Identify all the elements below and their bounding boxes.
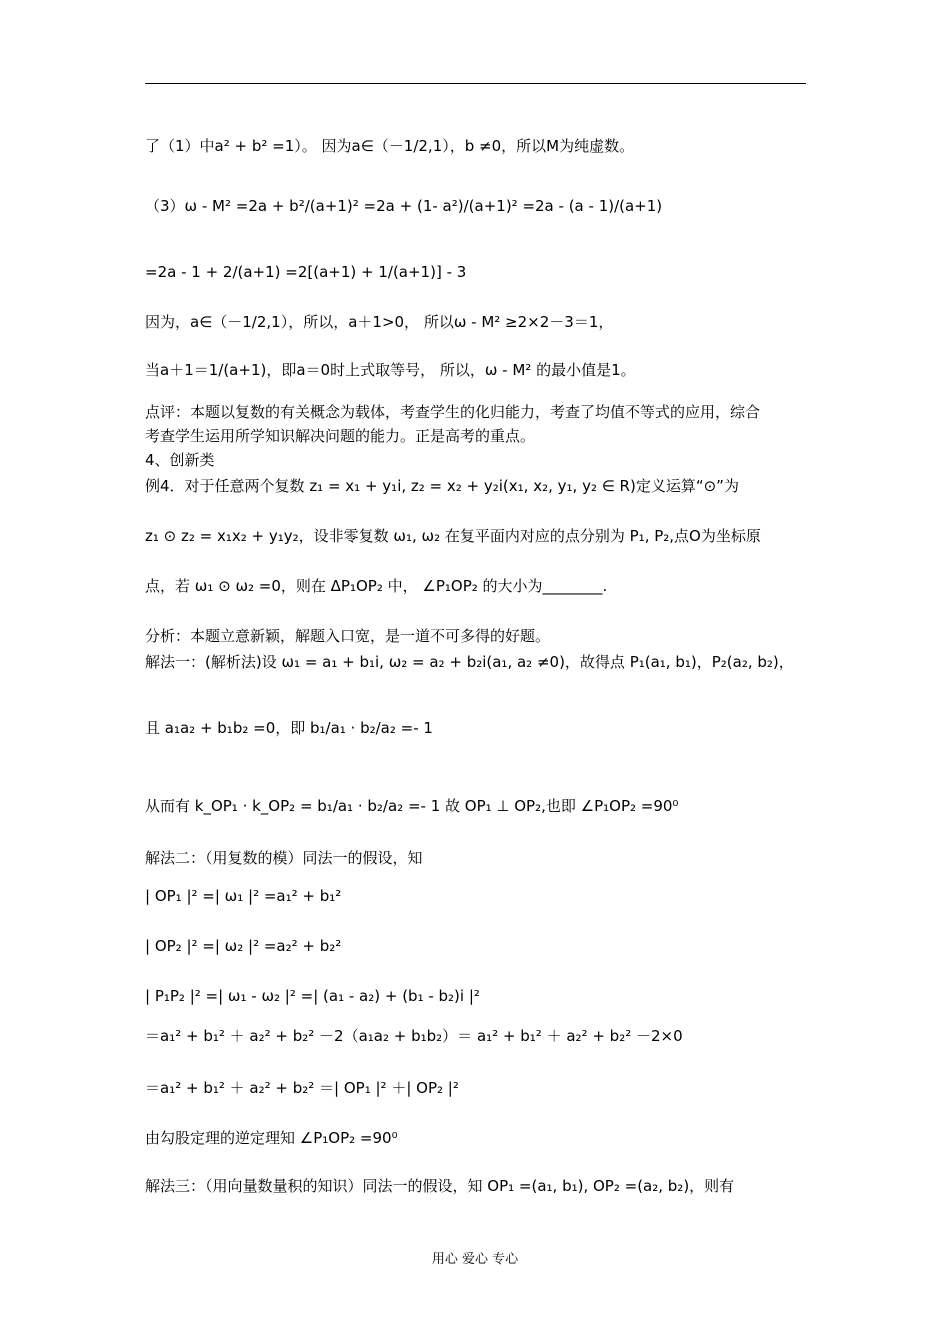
line-14: 且 a₁a₂ + b₁b₂ =0，即 b₁/a₁ · b₂/a₂ =- 1 bbox=[145, 719, 433, 737]
line-15: 从而有 k_OP₁ · k_OP₂ = b₁/a₁ · b₂/a₂ =- 1 故 OP₁ ⊥ OP₂,也即 ∠P₁OP₂ =90⁰ bbox=[145, 797, 679, 815]
line-17: | OP₁ |² =| ω₁ |² =a₁² + b₁² bbox=[145, 887, 342, 905]
header-rule bbox=[145, 83, 806, 84]
line-05: 当a＋1＝1/(a+1)，即a＝0时上式取等号， 所以，ω - M² 的最小值是1。 bbox=[145, 361, 636, 379]
line-10: z₁ ⊙ z₂ = x₁x₂ + y₁y₂，设非零复数 ω₁, ω₂ 在复平面内对应的点分别为 P₁, P₂,点O为坐标原 bbox=[145, 527, 761, 545]
line-16: 解法二：（用复数的模）同法一的假设，知 bbox=[145, 849, 423, 867]
line-08: 4、创新类 bbox=[145, 451, 215, 469]
line-21: ＝a₁² + b₁² ＋ a₂² + b₂² ＝| OP₁ |² ＋| OP₂ |² bbox=[145, 1079, 459, 1097]
line-07: 考查学生运用所学知识解决问题的能力。正是高考的重点。 bbox=[145, 427, 536, 445]
line-02: （3）ω - M² =2a + b²/(a+1)² =2a + (1- a²)/(a+1)² =2a - (a - 1)/(a+1) bbox=[145, 197, 663, 215]
line-19: | P₁P₂ |² =| ω₁ - ω₂ |² =| (a₁ - a₂) + (b₁ - b₂)i |² bbox=[145, 987, 480, 1005]
line-23: 解法三：（用向量数量积的知识）同法一的假设，知 OP₁ =(a₁, b₁), OP₂ =(a₂, b₂)，则有 bbox=[145, 1177, 735, 1195]
line-04: 因为，a∈（－1/2,1），所以，a＋1>0， 所以ω - M² ≥2×2－3＝1， bbox=[145, 313, 614, 331]
line-20: ＝a₁² + b₁² ＋ a₂² + b₂² －2（a₁a₂ + b₁b₂）＝ a₁² + b₁² ＋ a₂² + b₂² －2×0 bbox=[145, 1027, 683, 1045]
line-06: 点评：本题以复数的有关概念为载体，考查学生的化归能力，考查了均值不等式的应用，综合 bbox=[145, 403, 761, 421]
line-13: 解法一：(解析法)设 ω₁ = a₁ + b₁i, ω₂ = a₂ + b₂i(a₁, a₂ ≠0)，故得点 P₁(a₁, b₁)，P₂(a₂, b₂)， bbox=[145, 653, 794, 671]
line-18: | OP₂ |² =| ω₂ |² =a₂² + b₂² bbox=[145, 937, 342, 955]
line-11: 点，若 ω₁ ⊙ ω₂ =0，则在 ΔP₁OP₂ 中， ∠P₁OP₂ 的大小为________. bbox=[145, 577, 608, 595]
line-03: =2a - 1 + 2/(a+1) =2[(a+1) + 1/(a+1)] - 3 bbox=[145, 263, 467, 281]
line-01: 了（1）中a² + b² =1）。 因为a∈（－1/2,1），b ≠0，所以M为纯虚数。 bbox=[145, 137, 635, 155]
page-footer: 用心 爱心 专心 bbox=[431, 1252, 519, 1267]
line-12: 分析：本题立意新颖，解题入口宽，是一道不可多得的好题。 bbox=[145, 627, 551, 645]
line-22: 由勾股定理的逆定理知 ∠P₁OP₂ =90⁰ bbox=[145, 1129, 398, 1147]
line-09: 例4．对于任意两个复数 z₁ = x₁ + y₁i, z₂ = x₂ + y₂i(x₁, x₂, y₁, y₂ ∈ R)定义运算“⊙”为 bbox=[145, 477, 739, 495]
